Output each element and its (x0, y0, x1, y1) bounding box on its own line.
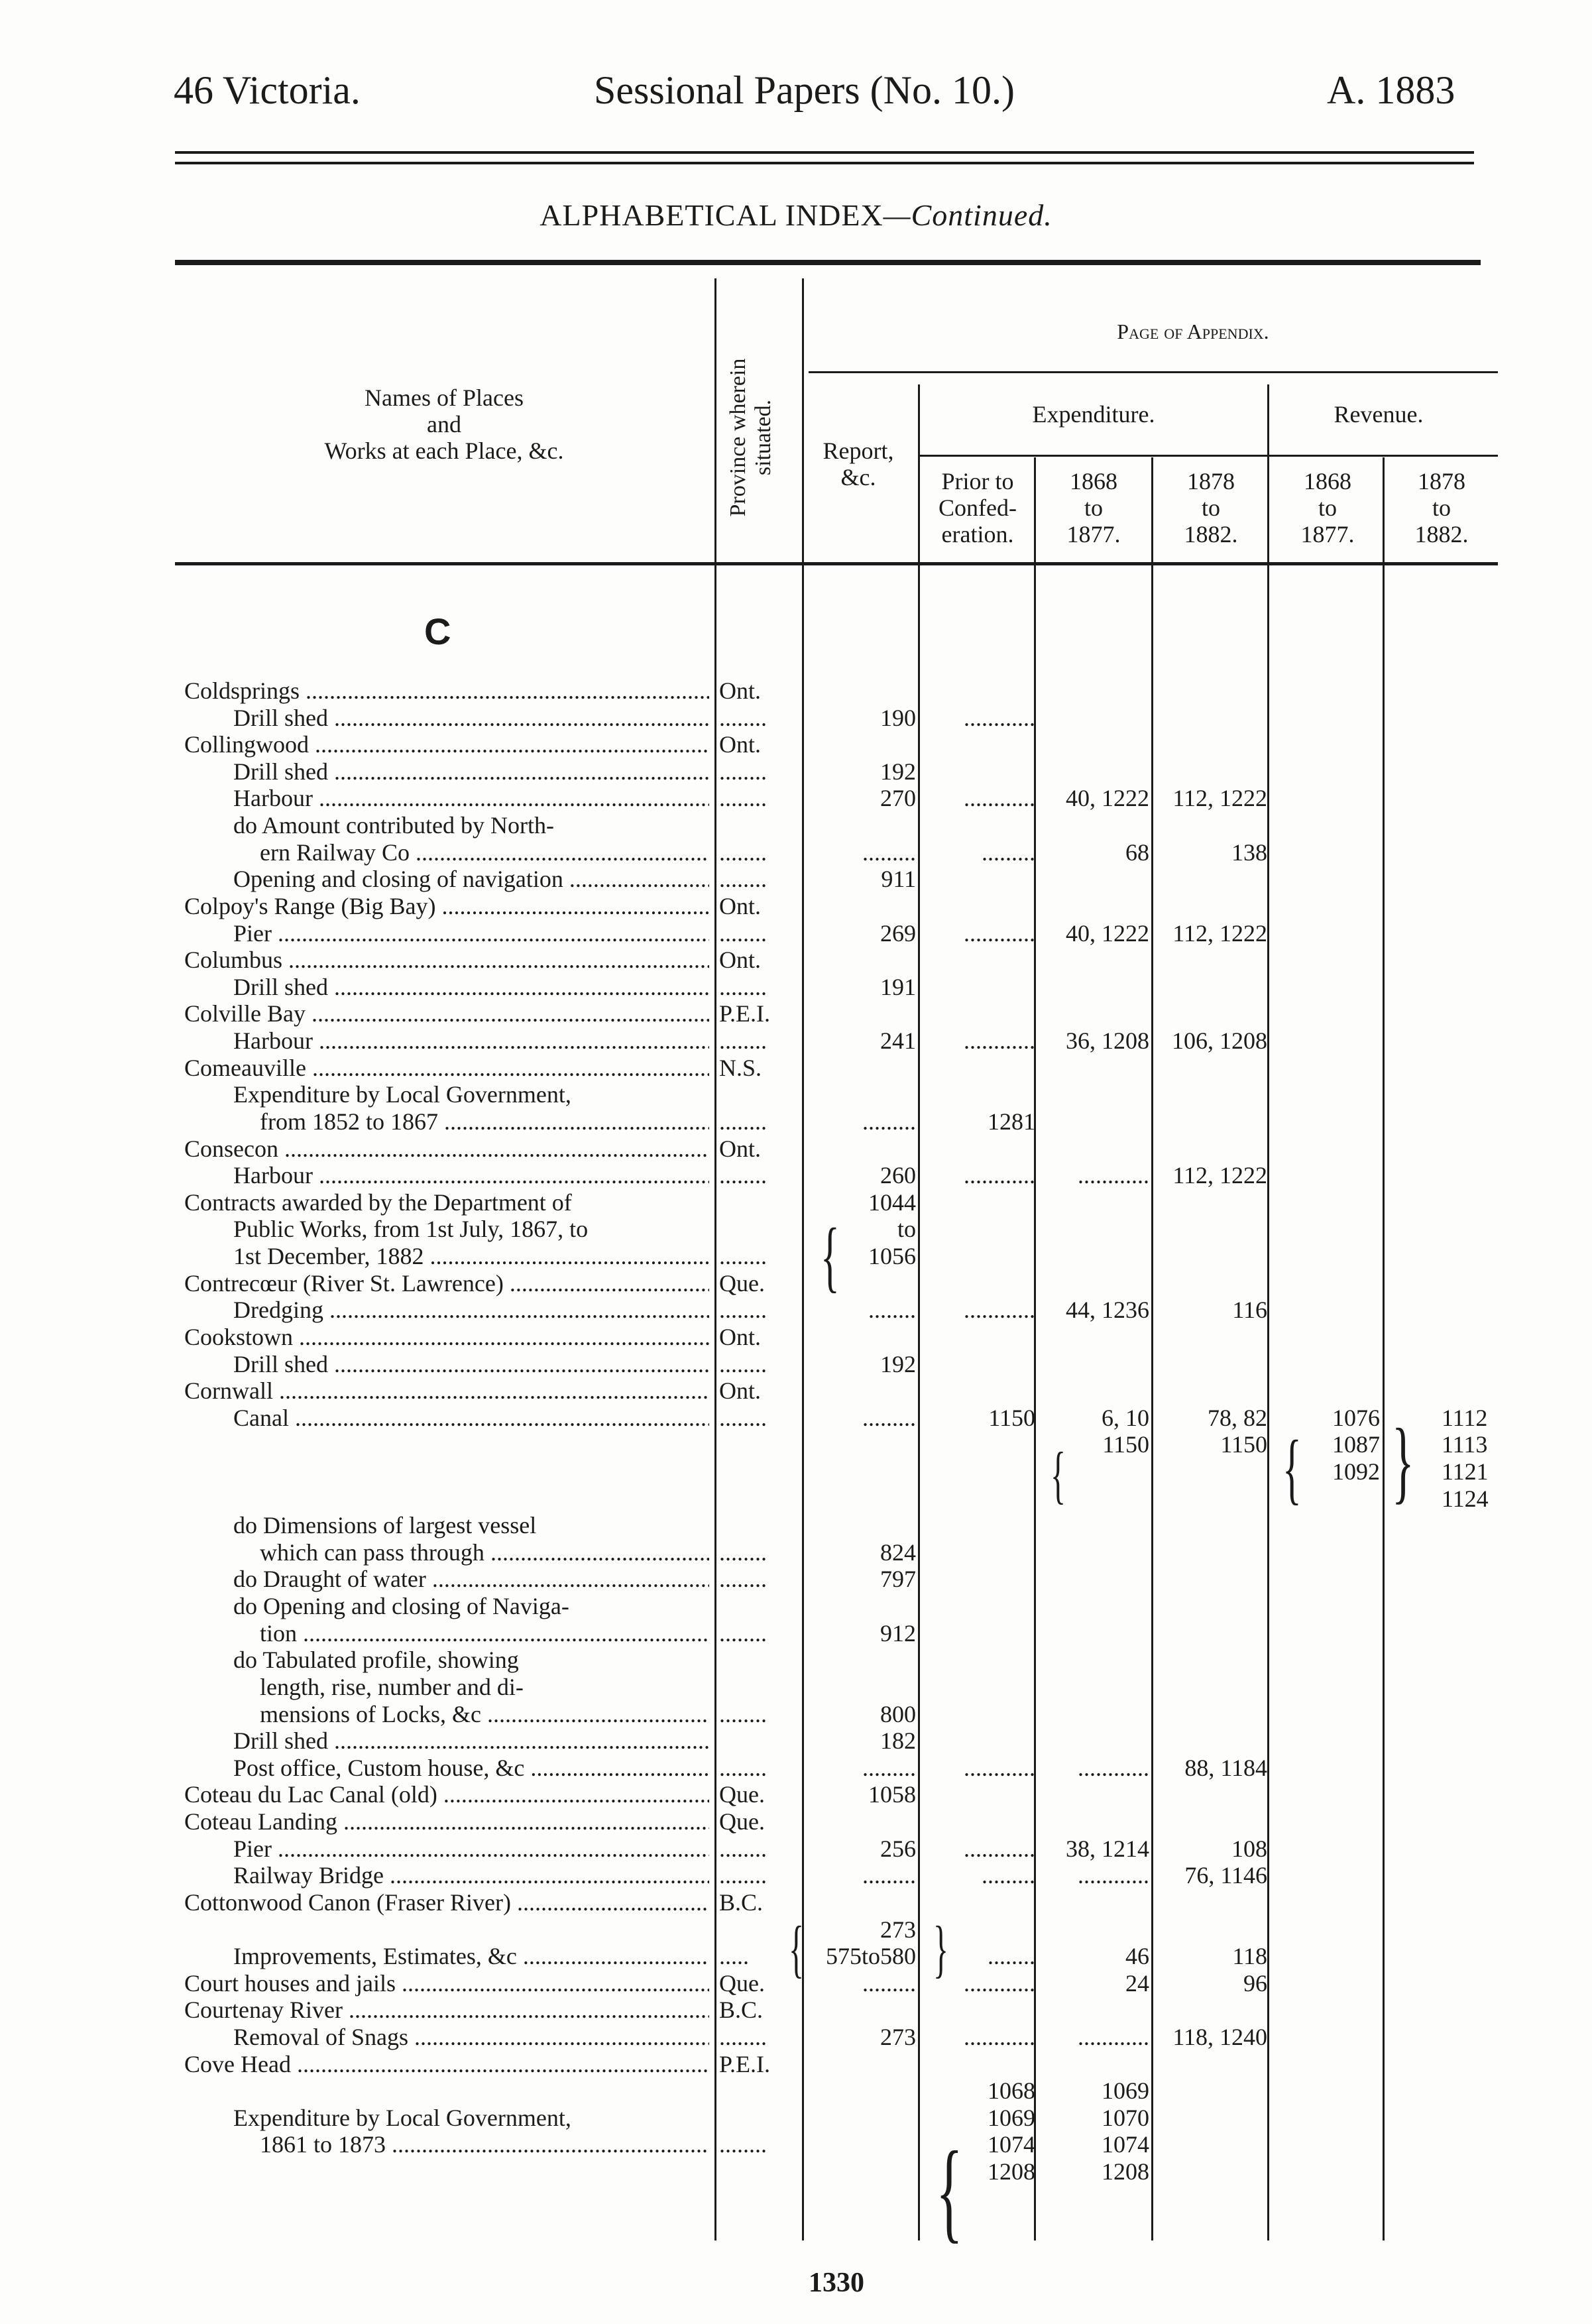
row-name: Cottonwood Canon (Fraser River) ..... (184, 1889, 709, 1916)
brace-cottonwood-prior: } (933, 1913, 949, 1984)
cell-rev-1878: 1113 (1442, 1431, 1488, 1458)
cell-province: ........ (719, 785, 767, 812)
row-name: from 1852 to 1867 ..... (260, 1108, 709, 1135)
cell-exp-1868: ............ (1078, 1754, 1149, 1781)
cell-prior: ............ (964, 1297, 1035, 1324)
cell-exp-1878: 112, 1222 (1172, 919, 1267, 947)
table-row (0, 1755, 1592, 1781)
cell-province: Ont. (719, 1323, 761, 1350)
row-name: Drill shed ..... (233, 705, 709, 731)
cell-prior: 1069 (988, 2104, 1035, 2131)
cell-prior: ............ (964, 1027, 1035, 1055)
cell-province: ........ (719, 2024, 767, 2050)
table-top-rule (175, 260, 1481, 265)
header-rule-top (175, 151, 1474, 154)
cell-exp-1878: 88, 1184 (1184, 1754, 1267, 1781)
table-row (0, 1405, 1592, 1431)
table-row (0, 1270, 1592, 1297)
cell-province: Que. (719, 1808, 765, 1835)
cell-prior: ............ (964, 1162, 1035, 1189)
cell-province: B.C. (719, 1888, 764, 1916)
row-name: do Tabulated profile, showing (233, 1647, 519, 1674)
row-name: Contrecœur (River St. Lawrence) ..... (184, 1270, 709, 1297)
cell-report: ......... (862, 1108, 916, 1135)
table-row (0, 1781, 1592, 1808)
row-name: Coldsprings ..... (184, 677, 709, 704)
row-name: Removal of Snags ..... (233, 2024, 709, 2050)
row-name: tion ..... (260, 1620, 709, 1647)
row-name: Public Works, from 1st July, 1867, to (233, 1216, 589, 1243)
cell-report: 911 (881, 866, 916, 893)
brace-contracts: { (821, 1212, 840, 1300)
row-name: Railway Bridge ..... (233, 1862, 709, 1888)
cell-province: ........ (719, 1862, 767, 1889)
table-row (0, 1566, 1592, 1592)
header-revenue: Revenue. (1334, 401, 1424, 428)
cell-rev-1868: 1092 (1332, 1458, 1380, 1485)
cell-report: 1056 (868, 1243, 916, 1270)
table-row (0, 1189, 1592, 1216)
cell-province: Que. (719, 1269, 765, 1297)
table-row (0, 1458, 1592, 1485)
table-row (0, 947, 1592, 973)
cell-exp-1868: 6, 10 (1102, 1404, 1149, 1431)
cell-report: ......... (862, 1862, 916, 1889)
cell-province: ........ (719, 973, 767, 1000)
table-row (0, 920, 1592, 947)
row-name: 1861 to 1873 ..... (260, 2131, 709, 2158)
header-exp-1868: 1868 to 1877. (1066, 468, 1121, 548)
cell-report: 241 (880, 1027, 916, 1055)
table-row (0, 1485, 1592, 1512)
table-row (0, 1808, 1592, 1835)
cell-province: Ont. (719, 892, 761, 919)
row-name: Colpoy's Range (Big Bay) ..... (184, 893, 709, 919)
header-rule-bottom (175, 162, 1474, 164)
cell-rev-1878: 1112 (1442, 1404, 1488, 1431)
cell-province: ..... (719, 1943, 749, 1970)
row-name: Comeauville ..... (184, 1055, 709, 1081)
row-name: mensions of Locks, &c ..... (260, 1701, 709, 1727)
table-row (0, 974, 1592, 1000)
rule-under-appendix (809, 371, 1498, 373)
cell-exp-1878: 112, 1222 (1172, 1162, 1267, 1189)
header-prior: Prior to Confed- eration. (938, 468, 1017, 548)
header-expenditure: Expenditure. (1032, 401, 1155, 428)
cell-exp-1868: 1070 (1102, 2104, 1149, 2131)
cell-province: ........ (719, 919, 767, 947)
row-name: which can pass through ..... (260, 1539, 709, 1566)
cell-report: 192 (880, 1350, 916, 1377)
cell-report: 800 (880, 1700, 916, 1727)
table-row (0, 1324, 1592, 1350)
cell-province: Ont. (719, 947, 761, 974)
cell-exp-1868: 1150 (1102, 1431, 1149, 1458)
cell-report: 273 (880, 2024, 916, 2050)
row-name: Pier ..... (233, 920, 709, 947)
cell-prior: ............ (964, 704, 1035, 731)
table-row (0, 1647, 1592, 1673)
row-name: do Draught of water ..... (233, 1566, 709, 1592)
table-row (0, 1351, 1592, 1377)
cell-exp-1868: 24 (1125, 1969, 1149, 1997)
cell-prior: ............ (964, 1969, 1035, 1997)
cell-province: ........ (719, 1619, 767, 1647)
row-name: ern Railway Co ..... (260, 839, 709, 866)
cell-exp-1868: ............ (1078, 2024, 1149, 2050)
table-row (0, 1727, 1592, 1754)
cell-province: ........ (719, 1108, 767, 1135)
cell-exp-1878: 118, 1240 (1172, 2024, 1267, 2050)
cell-exp-1868: ............ (1078, 1162, 1149, 1189)
cell-report: 191 (880, 973, 916, 1000)
cell-province: ........ (719, 704, 767, 731)
cell-province: ........ (719, 1243, 767, 1270)
cell-report: 1044 (868, 1189, 916, 1216)
cell-exp-1878: 118 (1232, 1943, 1267, 1970)
table-row (0, 2158, 1592, 2185)
cell-province: ........ (719, 1027, 767, 1055)
cell-province: Ont. (719, 1135, 761, 1162)
table-row (0, 1377, 1592, 1404)
cell-province: ........ (719, 1350, 767, 1377)
cell-exp-1868: 46 (1125, 1943, 1149, 1970)
cell-province: Ont. (719, 731, 761, 758)
rule-under-exp-rev (920, 455, 1498, 457)
cell-report: ......... (862, 1969, 916, 1997)
cell-prior: ............ (964, 785, 1035, 812)
section-letter: C (424, 610, 451, 652)
header-page-of-appendix: Page of Appendix. (1117, 320, 1269, 343)
cell-province: B.C. (719, 1997, 764, 2024)
table-row (0, 1135, 1592, 1162)
row-name: Courtenay River ..... (184, 1997, 709, 2023)
table-row (0, 1674, 1592, 1700)
title-main: ALPHABETICAL INDEX (540, 198, 883, 232)
cell-report: to (897, 1216, 916, 1243)
cell-report: 912 (880, 1619, 916, 1647)
table-row (0, 1997, 1592, 2023)
cell-province: ........ (719, 1835, 767, 1862)
table-row (0, 1431, 1592, 1458)
cell-report: ......... (862, 839, 916, 866)
cell-prior: 1208 (988, 2158, 1035, 2185)
row-name: Columbus ..... (184, 947, 709, 973)
cell-exp-1878: 1150 (1220, 1431, 1267, 1458)
table-row (0, 1108, 1592, 1135)
table-row (0, 2077, 1592, 2104)
cell-exp-1878: 116 (1232, 1297, 1267, 1324)
table-row (0, 1701, 1592, 1727)
cell-province: ........ (719, 1700, 767, 1727)
cell-prior: ............ (964, 919, 1035, 947)
table-row (0, 2051, 1592, 2077)
header-names: Names of Places and Works at each Place, &c. (324, 384, 564, 464)
table-row (0, 758, 1592, 785)
cell-exp-1868: 40, 1222 (1066, 919, 1149, 947)
cell-prior: ............ (964, 2024, 1035, 2050)
header-center: Sessional Papers (No. 10.) (594, 68, 1015, 112)
brace-canal-rev1878: } (1392, 1410, 1414, 1513)
row-name: Coteau Landing ..... (184, 1808, 709, 1835)
table-row (0, 1620, 1592, 1647)
cell-rev-1868: 1076 (1332, 1404, 1380, 1431)
row-name: do Dimensions of largest vessel (233, 1512, 537, 1539)
cell-report: 575to580 (825, 1943, 916, 1970)
table-row (0, 677, 1592, 704)
cell-prior: ............ (964, 1754, 1035, 1781)
cell-report: 190 (880, 704, 916, 731)
row-name: Dredging ..... (233, 1297, 709, 1323)
table-row (0, 1216, 1592, 1242)
cell-report: 797 (880, 1566, 916, 1593)
cell-rev-1878: 1121 (1442, 1458, 1489, 1485)
cell-province: Ont. (719, 677, 761, 704)
table-row (0, 2131, 1592, 2158)
row-name: Expenditure by Local Government, (233, 2104, 571, 2131)
cell-prior: 1068 (988, 2077, 1035, 2105)
cell-report: ......... (862, 1404, 916, 1431)
table-row (0, 1512, 1592, 1539)
header-rev-1878: 1878 to 1882. (1414, 468, 1469, 548)
header-exp-1878: 1878 to 1882. (1184, 468, 1238, 548)
cell-report: 270 (880, 785, 916, 812)
table-row (0, 839, 1592, 866)
row-name: do Amount contributed by North- (233, 812, 554, 839)
table-row (0, 1162, 1592, 1189)
cell-report: 824 (880, 1539, 916, 1566)
cell-report: 273 (880, 1916, 916, 1943)
cell-report: ........ (868, 1297, 916, 1324)
table-row (0, 731, 1592, 758)
row-name: Cookstown ..... (184, 1324, 709, 1350)
row-name: length, rise, number and di- (260, 1673, 524, 1700)
row-name: Drill shed ..... (233, 1727, 709, 1754)
row-name: Cornwall ..... (184, 1377, 709, 1404)
header-report: Report, &c. (823, 437, 894, 491)
cell-province: ........ (719, 1754, 767, 1781)
cell-exp-1868: ............ (1078, 1862, 1149, 1889)
table-row (0, 1297, 1592, 1323)
cell-exp-1878: 78, 82 (1208, 1404, 1267, 1431)
table-row (0, 893, 1592, 919)
table-row (0, 1862, 1592, 1888)
page-number: 1330 (809, 2268, 864, 2298)
table-row (0, 785, 1592, 811)
row-name: Post office, Custom house, &c ..... (233, 1755, 709, 1781)
cell-province: N.S. (719, 1054, 762, 1081)
cell-province: ........ (719, 1539, 767, 1566)
table-row (0, 1027, 1592, 1054)
cell-report: ......... (862, 1754, 916, 1781)
row-name: Harbour ..... (233, 1027, 709, 1054)
row-name: Pier ..... (233, 1835, 709, 1862)
table-row (0, 1243, 1592, 1269)
cell-province: Ont. (719, 1377, 761, 1405)
cell-province: ........ (719, 839, 767, 866)
cell-prior: ............ (964, 1835, 1035, 1862)
cell-report: 260 (880, 1162, 916, 1189)
table-row (0, 2024, 1592, 2050)
header-rev-1868: 1868 to 1877. (1300, 468, 1355, 548)
row-name: Expenditure by Local Government, (233, 1081, 571, 1108)
header-province: Province wherein situated. (726, 358, 775, 517)
cell-province: P.E.I. (719, 2050, 771, 2077)
brace-cottonwood-report: { (789, 1913, 805, 1984)
row-name: Colville Bay ..... (184, 1000, 709, 1027)
cell-report: 269 (880, 919, 916, 947)
row-name: Cove Head ..... (184, 2051, 709, 2077)
row-name: 1st December, 1882 ..... (233, 1243, 709, 1269)
cell-rev-1878: 1124 (1442, 1485, 1489, 1512)
cell-report: 1058 (868, 1781, 916, 1808)
row-name: Drill shed ..... (233, 1351, 709, 1377)
rule-under-header (175, 562, 1498, 565)
cell-province: ........ (719, 2131, 767, 2158)
cell-province: ........ (719, 1162, 767, 1189)
row-name: Coteau du Lac Canal (old) ..... (184, 1781, 709, 1808)
row-name: Collingwood ..... (184, 731, 709, 758)
table-row (0, 812, 1592, 839)
cell-province: Que. (719, 1969, 765, 1997)
row-name: Consecon ..... (184, 1135, 709, 1162)
row-name: Drill shed ..... (233, 758, 709, 785)
cell-exp-1868: 1069 (1102, 2077, 1149, 2105)
title-continued: —Continued. (883, 198, 1052, 232)
cell-exp-1868: 68 (1125, 839, 1149, 866)
row-name: Improvements, Estimates, &c ..... (233, 1943, 709, 1969)
row-name: Drill shed ..... (233, 974, 709, 1000)
cell-exp-1868: 40, 1222 (1066, 785, 1149, 812)
cell-prior: 1281 (988, 1108, 1035, 1135)
cell-exp-1878: 76, 1146 (1184, 1862, 1267, 1889)
table-row (0, 705, 1592, 731)
cell-province: ........ (719, 866, 767, 893)
brace-covehead: { (936, 2128, 963, 2253)
cell-exp-1868: 44, 1236 (1066, 1297, 1149, 1324)
cell-exp-1878: 106, 1208 (1172, 1027, 1267, 1055)
brace-canal-rev1868: { (1282, 1424, 1302, 1512)
cell-prior: ........ (988, 1943, 1035, 1970)
cell-report: 182 (880, 1727, 916, 1755)
table-row (0, 1539, 1592, 1566)
cell-exp-1868: 1074 (1102, 2131, 1149, 2158)
section-title (0, 198, 1592, 233)
row-name: Contracts awarded by the Department of (184, 1189, 572, 1216)
cell-province: P.E.I. (719, 1000, 771, 1027)
row-name: Opening and closing of navigation ..... (233, 866, 709, 892)
cell-report: 192 (880, 758, 916, 785)
cell-prior: ......... (982, 839, 1035, 866)
cell-prior: ......... (982, 1862, 1035, 1889)
cell-province: ........ (719, 758, 767, 785)
cell-province: ........ (719, 1566, 767, 1593)
cell-prior: 1074 (988, 2131, 1035, 2158)
cell-exp-1878: 138 (1231, 839, 1267, 866)
cell-prior: 1150 (988, 1404, 1035, 1431)
row-name: do Opening and closing of Naviga- (233, 1593, 569, 1620)
row-name: Harbour ..... (233, 785, 709, 811)
cell-province: ........ (719, 1297, 767, 1324)
header-right: A. 1883 (1327, 68, 1455, 112)
cell-exp-1868: 38, 1214 (1066, 1835, 1149, 1862)
cell-exp-1868: 36, 1208 (1066, 1027, 1149, 1055)
cell-exp-1868: 1208 (1102, 2158, 1149, 2185)
row-name: Court houses and jails ..... (184, 1970, 709, 1997)
brace-canal-exp1868: { (1051, 1439, 1066, 1510)
cell-report: 256 (880, 1835, 916, 1862)
table-row (0, 1055, 1592, 1081)
row-name: Canal ..... (233, 1405, 709, 1431)
table-row (0, 1000, 1592, 1027)
table-row (0, 1593, 1592, 1619)
table-row (0, 2105, 1592, 2131)
row-name: Harbour ..... (233, 1162, 709, 1189)
cell-rev-1868: 1087 (1332, 1431, 1380, 1458)
cell-province: Que. (719, 1781, 765, 1808)
cell-exp-1878: 108 (1231, 1835, 1267, 1862)
table-row (0, 866, 1592, 892)
header-left: 46 Victoria. (174, 68, 361, 112)
cell-province: ........ (719, 1404, 767, 1431)
cell-exp-1878: 96 (1243, 1969, 1267, 1997)
table-row (0, 1835, 1592, 1862)
table-row (0, 1081, 1592, 1108)
cell-exp-1878: 112, 1222 (1172, 785, 1267, 812)
